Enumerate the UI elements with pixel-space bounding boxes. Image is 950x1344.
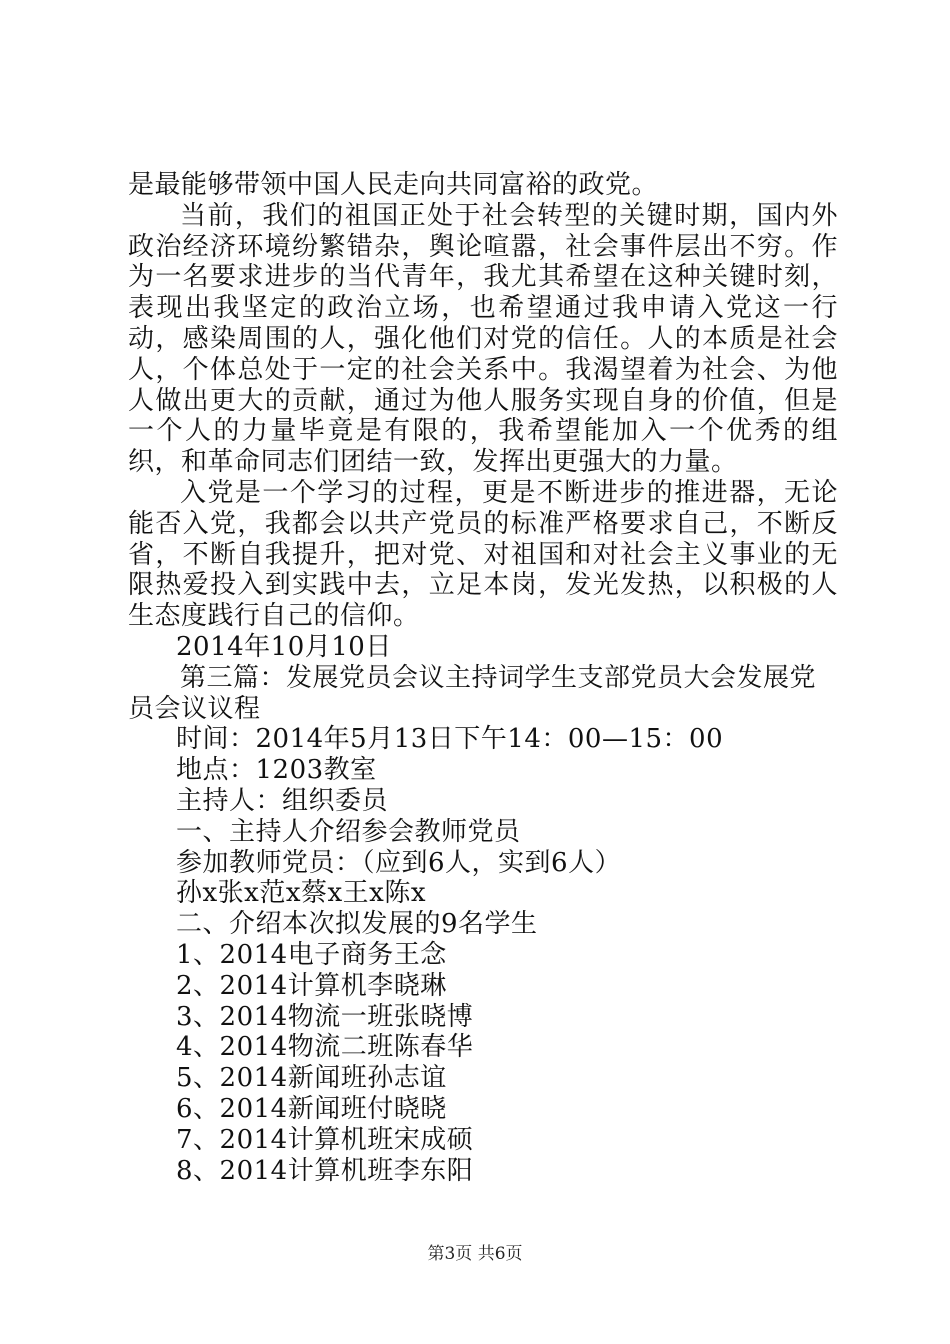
document-body: [128, 170, 838, 1186]
list-item: 2、2014计算机李晓琳: [176, 970, 447, 1001]
list-item: 5、2014新闻班孙志谊: [176, 1063, 447, 1094]
meeting-location: 地点：1203教室: [176, 755, 377, 786]
teacher-names: 孙x张x范x蔡x王x陈x: [176, 878, 426, 909]
section-title: 第三篇：发展党员会议主持词学生支部党员大会发展党员会议议程: [128, 662, 817, 724]
list-item: 4、2014物流二班陈春华: [176, 1032, 474, 1063]
list-item: 6、2014新闻班付晓晓: [176, 1093, 447, 1124]
meeting-time: 时间：2014年5月13日下午14：00—15：00: [176, 724, 724, 755]
document-date: 2014年10月10日: [176, 631, 392, 662]
list-item: 8、2014计算机班李东阳: [176, 1155, 474, 1186]
paragraph: 当前，我们的祖国正处于社会转型的关键时期，国内外政治经济环境纷繁错杂，舆论喧嚣，社会事件层出不穷。作为一名要求进步的当代青年，我尤其希望在这种关键时刻，表现出我坚定的政治立场，也希望通过我申请入党这一行动，感染周围的人，强化他们对党的信任。人的本质是社会人，个体总处于一定的社会关系中。我渴望着为社会、为他人做出更大的贡献，通过为他人服务实现自身的价值，但是一个人的力量毕竟是有限的，我希望能加入一个优秀的组织，和革命同志们团结一致，发挥出更强大的力量。: [128, 200, 838, 478]
page-indicator: 第3页 共6页: [427, 1244, 523, 1264]
list-item: 7、2014计算机班宋成硕: [176, 1124, 474, 1155]
meeting-host: 主持人：组织委员: [176, 785, 389, 816]
list-item: 3、2014物流一班张晓博: [176, 1001, 474, 1032]
agenda-item-1: 一、主持人介绍参会教师党员: [176, 816, 521, 847]
agenda-item-2: 二、介绍本次拟发展的9名学生: [176, 909, 538, 940]
student-list: [128, 940, 838, 1186]
list-item: 1、2014电子商务王念: [176, 939, 447, 970]
attendance-line: 参加教师党员：（应到6人，实到6人）: [176, 847, 622, 878]
paragraph: 是最能够带领中国人民走向共同富裕的政党。: [128, 170, 659, 200]
paragraph: 入党是一个学习的过程，更是不断进步的推进器，无论能否入党，我都会以共产党员的标准严格要求自己，不断反省，不断自我提升，把对党、对祖国和对社会主义事业的无限热爱投入到实践中去，立足本岗，发光发热，以积极的人生态度践行自己的信仰。: [128, 477, 838, 632]
